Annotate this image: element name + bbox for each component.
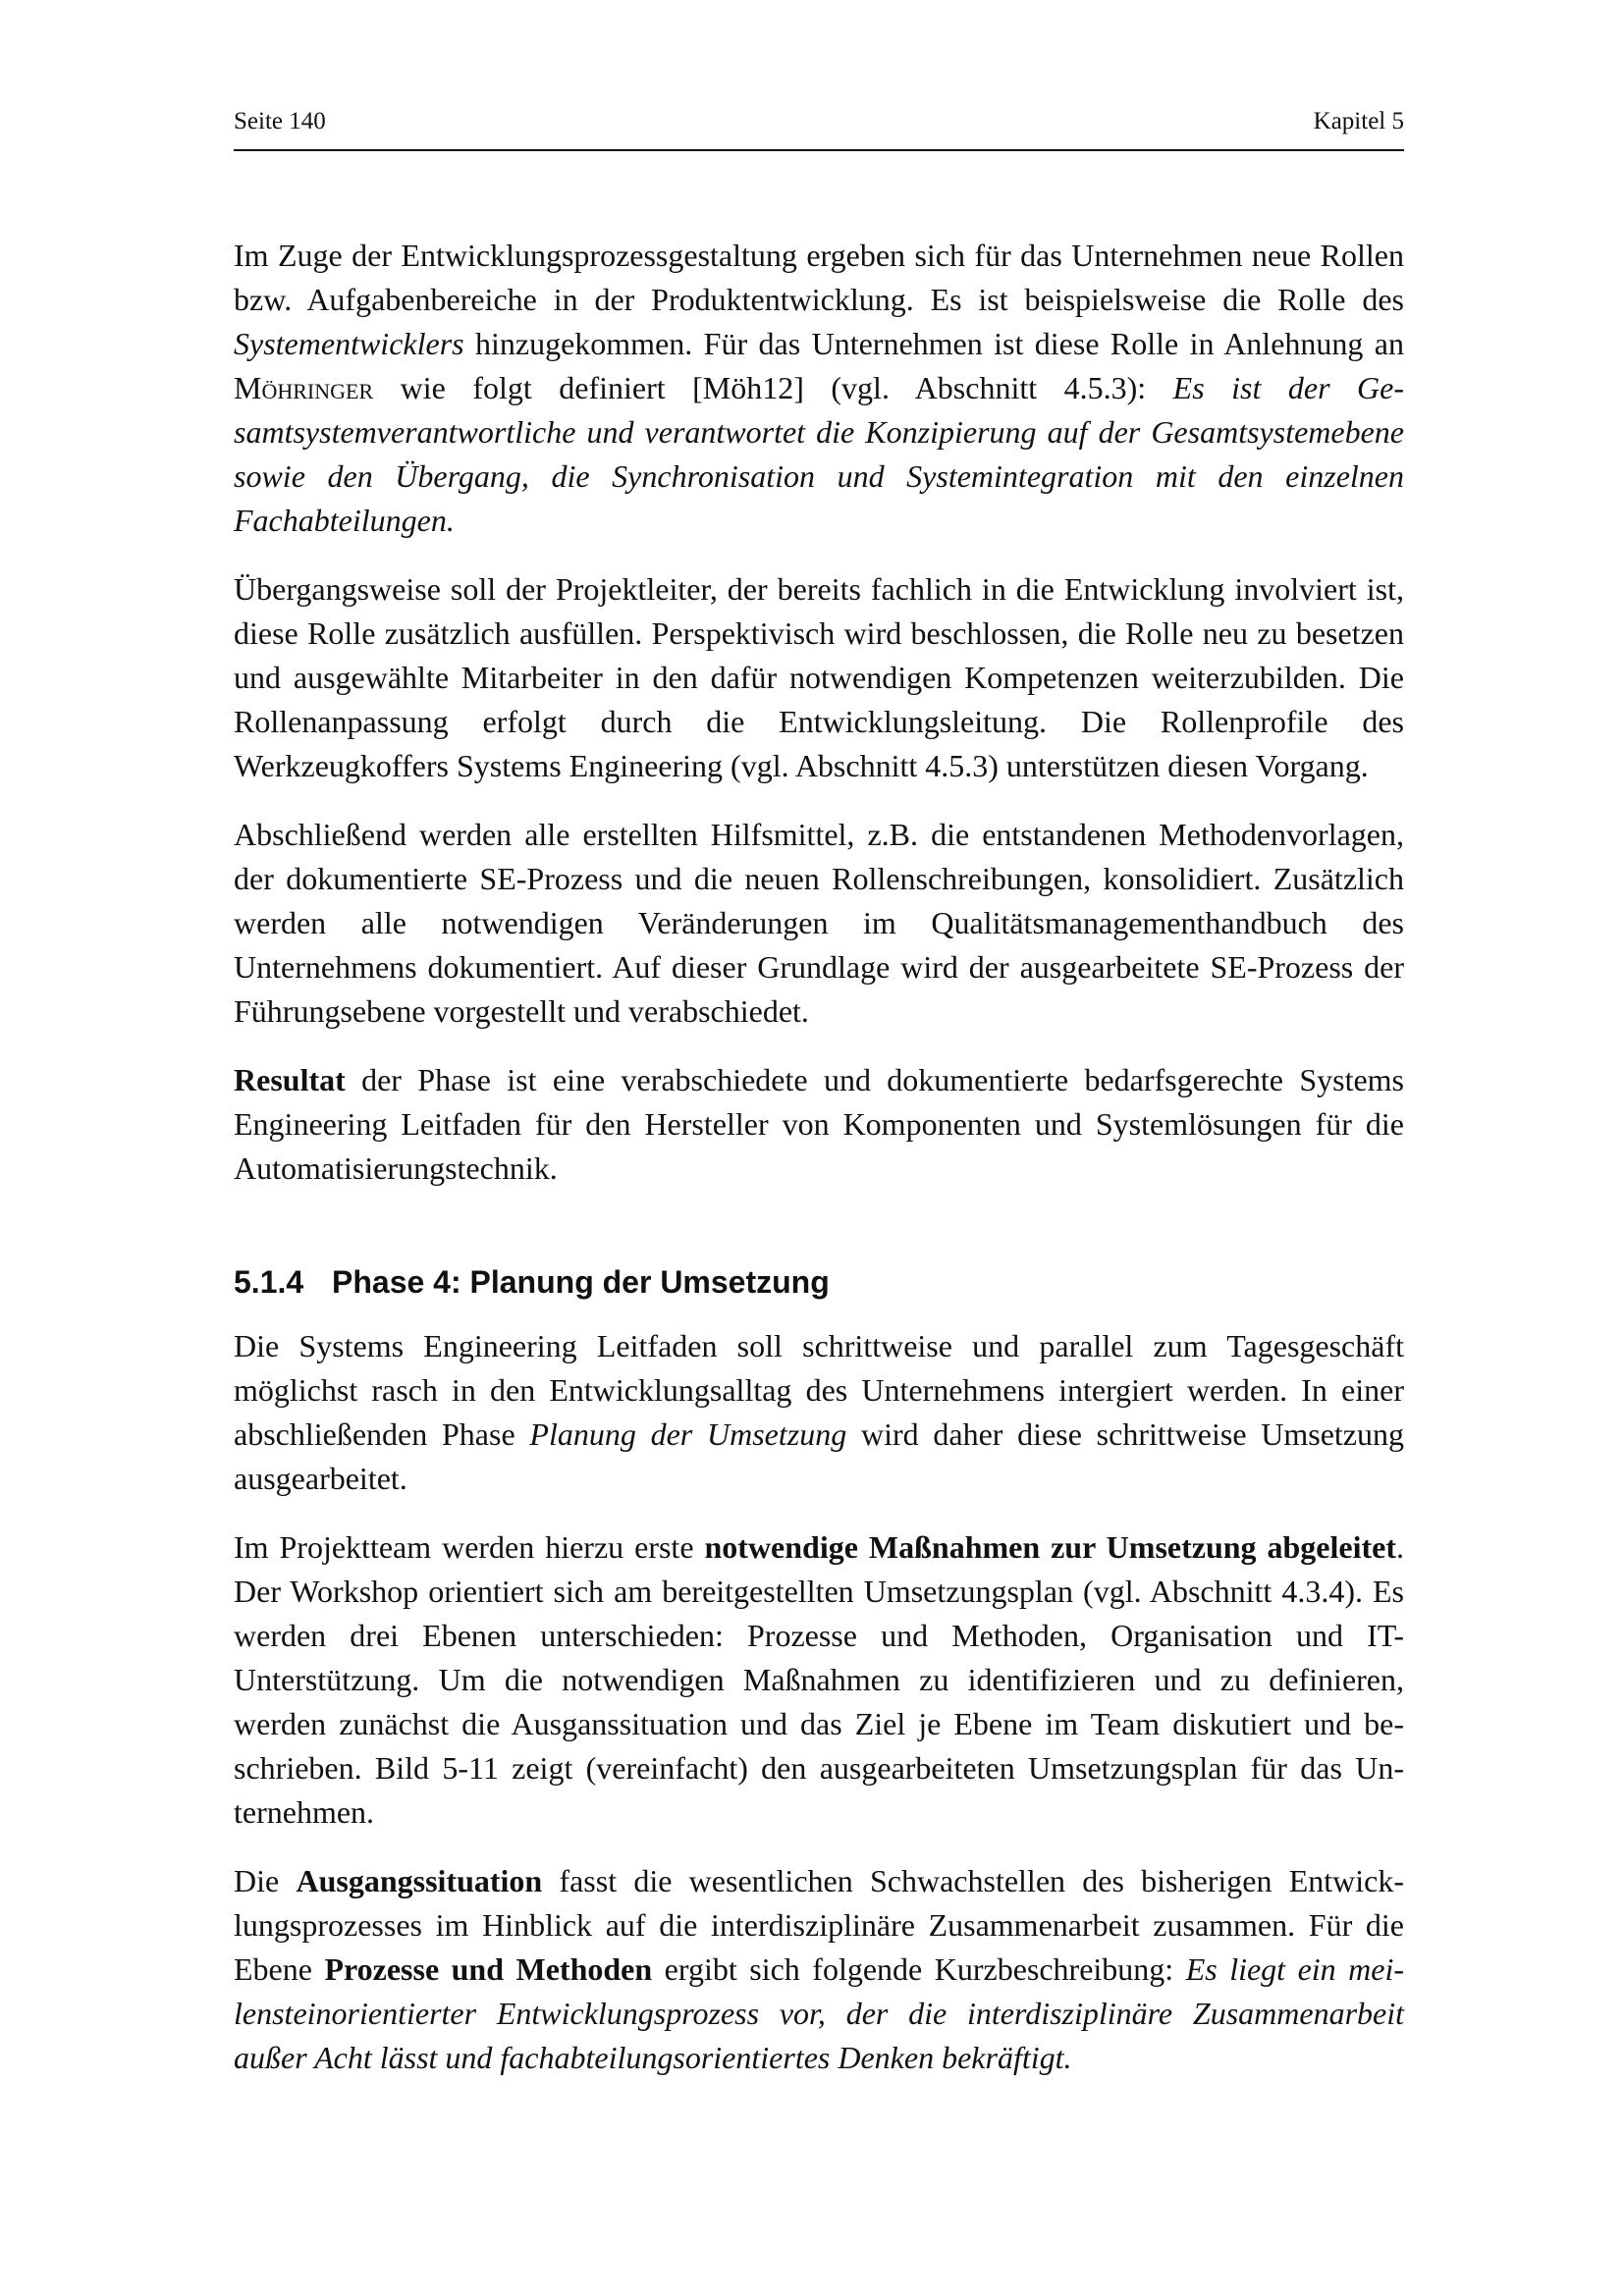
page-number: Seite 140 bbox=[234, 108, 326, 134]
text-run: Die bbox=[234, 1863, 297, 1898]
section-number: 5.1.4 bbox=[234, 1264, 304, 1300]
text-run: der Phase ist eine verabschiedete und dokumentierte bedarfsgerechte Systems Engineering Leitfaden für den Hersteller von Komponenten und Systemlösungen für die Automatisierungstechnik. bbox=[234, 1062, 1404, 1186]
paragraph-measures bbox=[234, 1525, 1404, 1835]
text-run: wird daher diese schrittweise Umsetzung ausgearbeitet. bbox=[234, 1416, 1405, 1496]
text-run: hinzugekommen. Für das Unternehmen ist diese Rolle in Anlehnung an bbox=[463, 326, 1404, 361]
text-run: wie folgt definiert [Möh12] (vgl. Abschnitt 4.5.3): bbox=[373, 370, 1173, 405]
result-label: Resultat bbox=[234, 1062, 346, 1097]
section-title: Phase 4: Planung der Umsetzung bbox=[332, 1264, 830, 1300]
text-run: Im Zuge der Entwicklungsprozessgestaltung ergeben sich für das Unternehmen neue Rollen bzw. Aufgabenbereiche in der Produktentwicklung. Es ist beispielsweise die Rolle des bbox=[234, 238, 1404, 317]
paragraph-result bbox=[234, 1058, 1404, 1191]
paragraph-initial-situation bbox=[234, 1859, 1404, 2080]
text-run: . Der Workshop orientiert sich am bereitgestellten Umsetzungsplan (vgl. Abschnitt 4.3.4). Es werden drei Ebenen unterschieden: Prozesse und Methoden, Organisation und IT-Unterstützung. Um die notwendigen Maßnahmen zu identifizieren und zu definieren, werden zunächst die Ausganssituation und das Ziel je Ebene im Team diskutiert und beschrieben. Bild 5-11 zeigt (vereinfacht) den ausgearbeiteten Umsetzungsplan für das Unternehmen. bbox=[234, 1529, 1405, 1830]
term-planung: Planung der Umsetzung bbox=[529, 1416, 847, 1452]
paragraph-transition: Übergangsweise soll der Projektleiter, der bereits fachlich in die Entwicklung involviert ist, diese Rolle zusätzlich ausfüllen. Perspektivisch wird beschlossen, die Rolle neu zu besetzen und ausgewählte Mitarbeiter in den dafür notwendigen Kompetenzen weiterzubilden. Die Rollenanpassung erfolgt durch die Entwicklungsleitung. Die Rollenprofile des Werkzeugkoffers Systems Engineering (vgl. Abschnitt 4.5.3) unterstützen diesen Vorgang. bbox=[234, 571, 1404, 783]
page-header bbox=[234, 108, 1404, 151]
bold-ausgangssituation: Ausgangssituation bbox=[296, 1863, 543, 1898]
section-heading bbox=[234, 1262, 1404, 1302]
bold-prozesse-methoden: Prozesse und Methoden bbox=[324, 1951, 653, 1987]
term-systementwickler: Systementwicklers bbox=[234, 326, 464, 361]
text-run: ergibt sich folgende Kurzbeschreibung: bbox=[652, 1951, 1186, 1987]
paragraph-phase4-intro bbox=[234, 1324, 1404, 1501]
bold-measures: notwendige Maßnahmen zur Umsetzung abgeleitet bbox=[704, 1529, 1397, 1565]
paragraph-roles bbox=[234, 234, 1404, 543]
paragraph-consolidation: Abschließend werden alle erstellten Hilfsmittel, z.B. die entstandenen Methodenvorlagen, der dokumentierte SE-Prozess und die neuen Rollenschreibungen, konsolidiert. Zusätzlich werden alle notwendigen Veränderungen im Qualitätsmanagementhandbuch des Unternehmens dokumentiert. Auf dieser Grundlage wird der ausgearbeitete SE-Prozess der Führungsebene vorgestellt und verabschiedet. bbox=[234, 817, 1404, 1029]
text-run: Im Projektteam werden hierzu erste bbox=[234, 1529, 705, 1565]
author-name: Möhringer bbox=[234, 370, 374, 405]
summary-quote: Es liegt ein meilensteinorientierter Entwicklungsprozess vor, der die interdisziplinäre Zusammenarbeit außer Acht lässt und fachabteilungsorientiertes Denken bekräftigt. bbox=[234, 1951, 1405, 2075]
text-run: fasst die wesentlichen Schwachstellen des bisherigen Entwicklungsprozesses im Hinblick auf die interdisziplinäre Zusammenarbeit zusammen. Für die Ebene bbox=[234, 1863, 1405, 1987]
text-run: Die Systems Engineering Leitfaden soll schrittweise und parallel zum Tagesgeschäft möglichst rasch in den Entwicklungsalltag des Unternehmens intergiert werden. In einer abschließenden Phase bbox=[234, 1328, 1404, 1452]
page-body bbox=[234, 234, 1404, 2105]
chapter-label: Kapitel 5 bbox=[1313, 108, 1404, 134]
role-definition-quote: Es ist der Gesamtsystemverantwortliche und verantwortet die Konzipierung auf der Gesamtsystemebene sowie den Übergang, die Synchronisation und Systemintegration mit den einzelnen Fachabteilungen. bbox=[234, 370, 1405, 538]
